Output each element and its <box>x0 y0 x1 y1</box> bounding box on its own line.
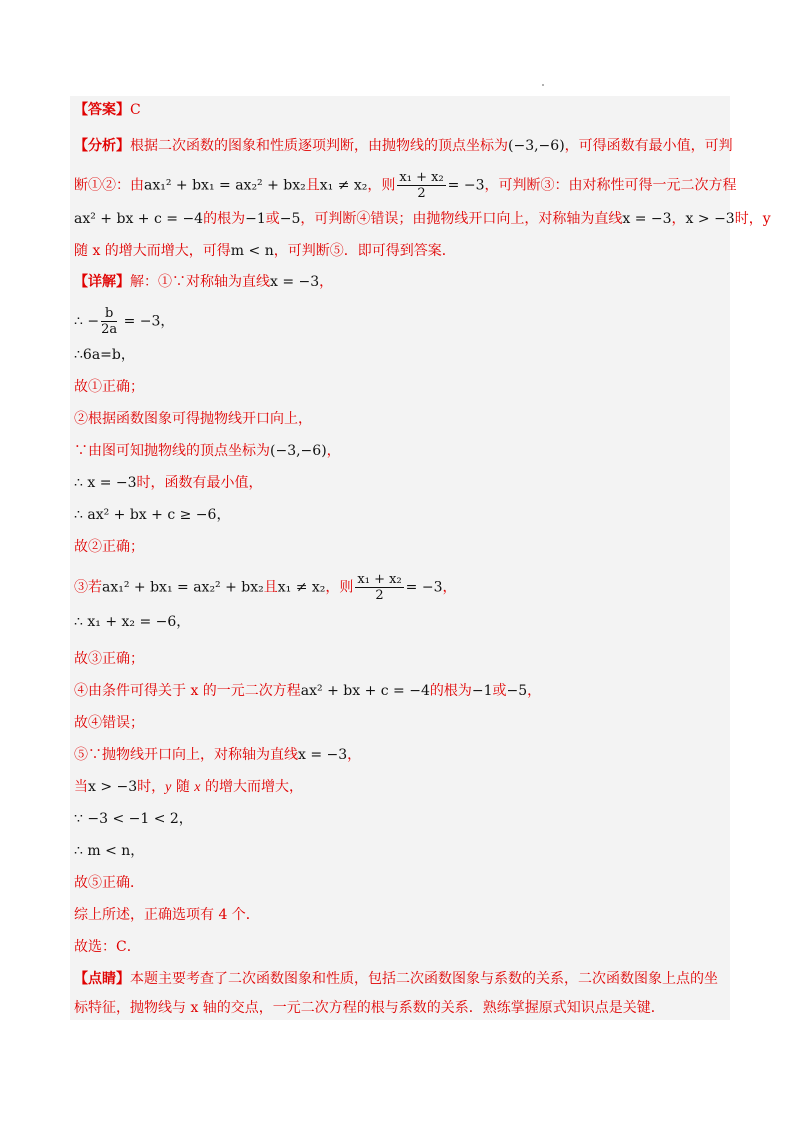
detail-s3-sum: ∴ x₁ + x₂ = −6， <box>74 614 191 630</box>
detail-s2-head: ②根据函数图象可得抛物线开口向上， <box>74 411 312 427</box>
detail-s1-correct: 故①正确； <box>74 379 144 395</box>
analysis-line-2: 断①②：由ax₁² + bx₁ = ax₂² + bx₂且x₁ ≠ x₂，则 $\frac{\text{x₁ + x₂}}{2}$ = −3，可判断③：由对称性可得一元二次方程 <box>74 170 737 201</box>
detail-s4-text: ④由条件可得关于 x 的一元二次方程ax² + bx + c = −4的根为−1或−5， <box>74 683 542 699</box>
detail-s5-when: 当x > −3时，y 随 x 的增大而增大， <box>74 779 303 795</box>
analysis-line-4: 随 x 的增大而增大，可得m < n，可判断⑤．即可得到答案． <box>74 243 456 259</box>
detail-s5-correct: 故⑤正确． <box>74 875 144 891</box>
detail-s3-if: ③若ax₁² + bx₁ = ax₂² + bx₂且x₁ ≠ x₂，则 $\frac{\text{x₁ + x₂}}{2}$ = −3， <box>74 572 457 603</box>
detail-s2-correct: 故②正确； <box>74 539 144 555</box>
detail-s4-wrong: 故④错误； <box>74 715 144 731</box>
detail-s2-vertex: ∵由图可知抛物线的顶点坐标为(−3,−6)， <box>74 443 341 459</box>
answer-tag: 【答案】 <box>74 102 130 118</box>
comment-line-2: 标特征，抛物线与 x 轴的交点，一元二次方程的根与系数的关系．熟练掌握原式知识点是关键． <box>74 1000 665 1016</box>
page-dot <box>542 84 544 86</box>
analysis-line-1: 【分析】根据二次函数的图象和性质逐项判断，由抛物线的顶点坐标为(−3,−6)，可得函数有最小值，可判 <box>74 138 733 154</box>
comment-line-1: 【点睛】本题主要考查了二次函数图象和性质，包括二次函数图象与系数的关系，二次函数图象上点的坐 <box>74 971 718 987</box>
detail-b-over-2a: ∴ − $\frac{b}{2a}$ = −3， <box>74 306 175 337</box>
detail-s2-min: ∴ x = −3时，函数有最小值， <box>74 475 263 491</box>
detail-s5-order: ∵ −3 < −1 < 2， <box>74 811 193 827</box>
detail-summary: 综上所述，正确选项有 4 个． <box>74 907 260 923</box>
answer-value: C <box>130 102 141 118</box>
detail-s5-mn: ∴ m < n， <box>74 843 145 859</box>
detail-6a-b: ∴6a=b， <box>74 347 135 363</box>
solution-panel <box>70 96 730 1020</box>
fraction: $\frac{\text{x₁ + x₂}}{2}$ <box>399 170 444 201</box>
analysis-line-3: ax² + bx + c = −4的根为−1或−5，可判断④错误；由抛物线开口向上，对称轴为直线x = −3，x > −3时，y <box>74 211 771 227</box>
detail-choose: 故选：C． <box>74 939 141 955</box>
answer-line <box>74 100 141 120</box>
detail-s2-ineq: ∴ ax² + bx + c ≥ −6， <box>74 507 231 523</box>
detail-intro: 【详解】解：①∵对称轴为直线x = −3， <box>74 274 334 290</box>
detail-s3-correct: 故③正确； <box>74 651 144 667</box>
detail-s5-text: ⑤∵抛物线开口向上，对称轴为直线x = −3， <box>74 747 362 763</box>
